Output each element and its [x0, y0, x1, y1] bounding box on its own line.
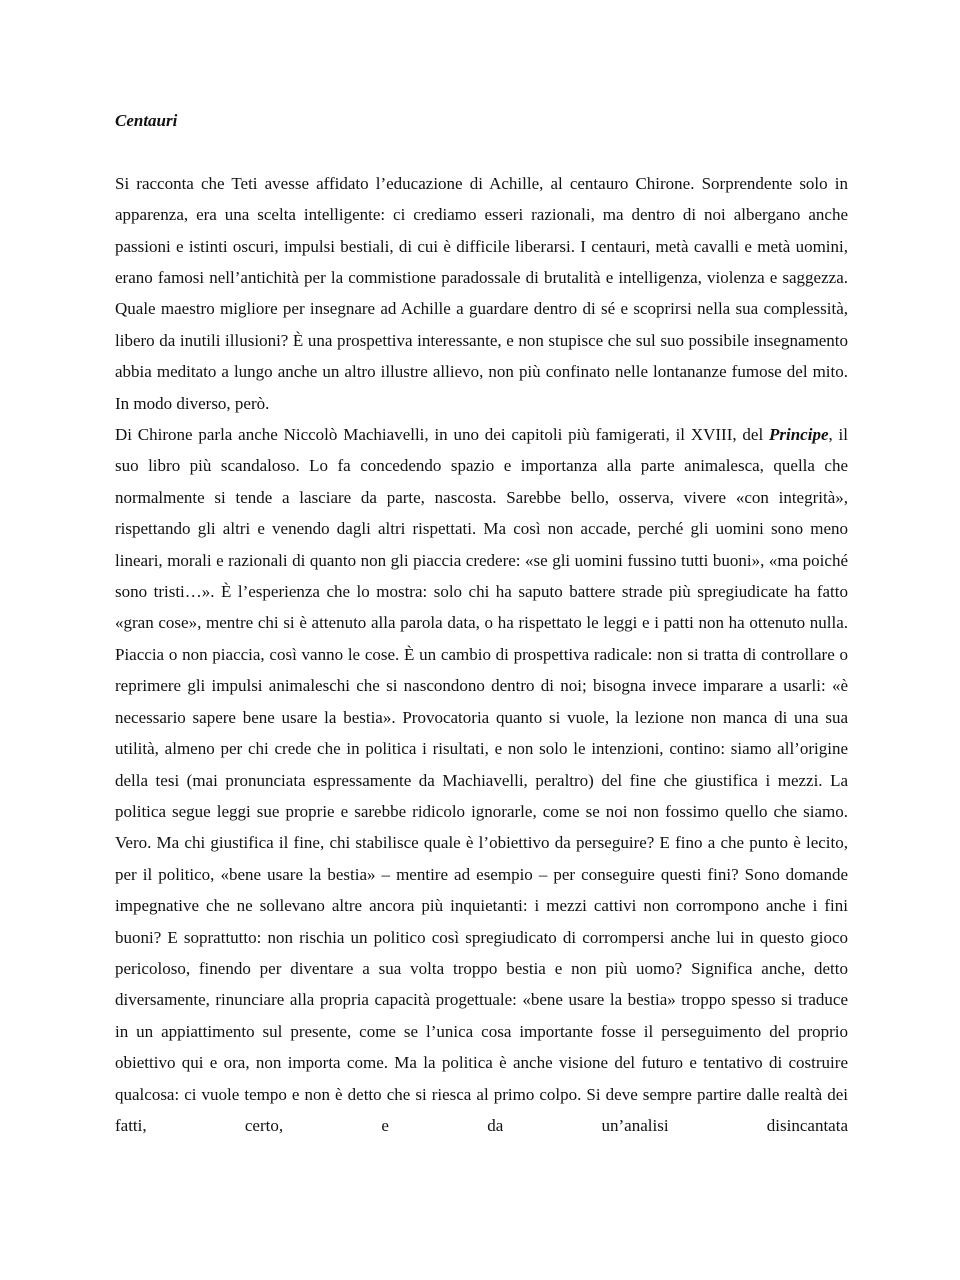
paragraph-2 — [115, 419, 848, 1141]
paragraph-2-body: , il suo libro più scandaloso. Lo fa concedendo spazio e importanza alla parte animalesca, quella che normalmente si tende a lasciare da parte, nascosta. Sarebbe bello, osserva, vivere «con integrità», rispettando gli altri e venendo dagli altri rispettati. Ma così non accade, perché gli uomini sono meno lineari, morali e razionali di quanto non gli piaccia credere: «se gli uomini fussino tutti buoni», «ma poiché sono tristi…». È l’esperienza che lo mostra: solo chi ha saputo battere strade più spregiudicate ha fatto «gran cose», mentre chi si è attenuto alla parola data, o ha rispettato le leggi e i patti non ha ottenuto nulla. Piaccia o non piaccia, così vanno le cose. È un cambio di prospettiva radicale: non si tratta di controllare o reprimere gli impulsi animaleschi che si nascondono dentro di noi; bisogna invece imparare a usarli: «è necessario sapere bene usare la bestia». Provocatoria quanto si vuole, la lezione non manca di una sua utilità, almeno per chi crede che in politica i risultati, e non solo le intenzioni, contino: siamo all’origine della tesi (mai pronunciata espressamente da Machiavelli, peraltro) del fine che giustifica i mezzi. La politica segue leggi sue proprie e sarebbe ridicolo ignorarle, come se noi non fossimo quello che siamo. Vero. Ma chi giustifica il fine, chi stabilisce quale è l’obiettivo da perseguire? E fino a che punto è lecito, per il politico, «bene usare la bestia» – mentire ad esempio – per conseguire questi fini? Sono domande impegnative che ne sollevano altre ancora più inquietanti: i mezzi cattivi non corrompono anche i fini buoni? E soprattutto: non rischia un politico così spregiudicato di corrompersi anche lui in questo gioco pericoloso, finendo per diventare a sua volta troppo bestia e non più uomo? Significa anche, detto diversamente, rinunciare alla propria capacità progettuale: «bene usare la bestia» troppo spesso si traduce in un appiattimento sul presente, come se l’unica cosa importante fosse il perseguimento del proprio obiettivo qui e ora, non importa come. Ma la politica è anche visione del futuro e tentativo di costruire qualcosa: ci vuole tempo e non è detto che si riesca al primo colpo. Si deve sempre partire dalle realtà dei fatti, certo, e da un’analisi disincantata — [115, 425, 848, 1135]
document-body — [115, 105, 848, 1141]
book-title-principe: Principe — [769, 425, 829, 445]
paragraph-2-intro: Di Chirone parla anche Niccolò Machiavelli, in uno dei capitoli più famigerati, il XVIII, del — [115, 425, 769, 445]
document-title: Centauri — [115, 111, 178, 130]
paragraph-1: Si racconta che Teti avesse affidato l’educazione di Achille, al centauro Chirone. Sorprendente solo in apparenza, era una scelta intelligente: ci crediamo esseri razionali, ma dentro di noi albergano anche passioni e istinti oscuri, impulsi bestiali, di cui è difficile liberarsi. I centauri, metà cavalli e metà uomini, erano famosi nell’antichità per la commistione paradossale di brutalità e intelligenza, violenza e saggezza. Quale maestro migliore per insegnare ad Achille a guardare dentro di sé e scoprirsi nella sua complessità, libero da inutili illusioni? È una prospettiva interessante, e non stupisce che sul suo possibile insegnamento abbia meditato a lungo anche un altro illustre allievo, non più confinato nelle lontananze fumose del mito. In modo diverso, però. — [115, 173, 848, 413]
